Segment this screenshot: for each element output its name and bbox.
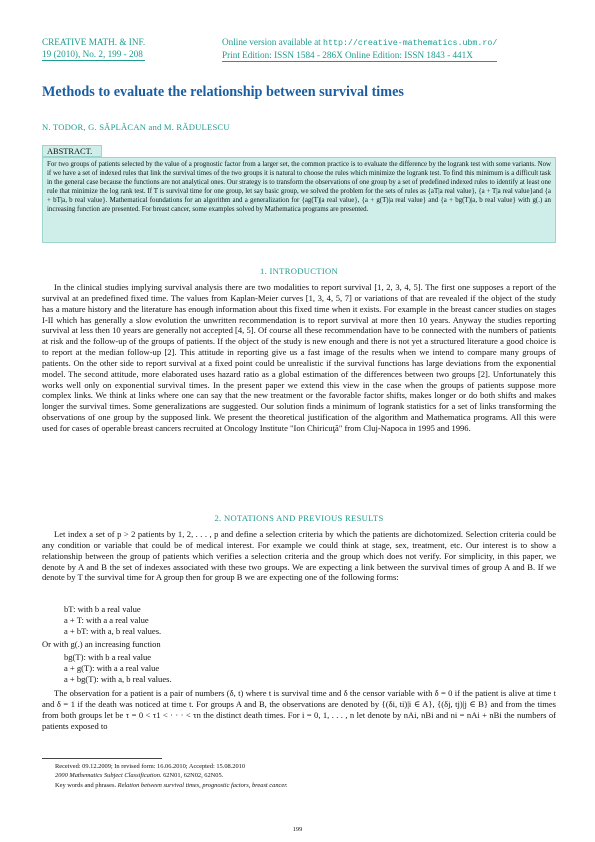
footnote <box>55 762 288 790</box>
msc-codes: 62N01, 62N02, 62N05. <box>161 772 224 780</box>
footnote-rule <box>42 758 162 759</box>
paper-title: Methods to evaluate the relationship between survival times <box>42 84 404 100</box>
section-2-paragraph-2: The observation for a patient is a pair of numbers (δ, t) where t is survival time and δ the censor variable with δ = 0 if the patient is alive at time t and δ = 1 if the death was noticed at time t. For groups A and B, the observations are denoted by {(δi, ti)|i ∈ A}, {(δj, tj)|j ∈ B} and from the times from both groups let be τ = 0 < τ1 < · · · < τn the distinct death times. For i = 0, 1, . . . , n let denote by nAi, nBi and ni = nAi + nBi the numbers of patients exposed to <box>42 688 556 731</box>
journal-name: CREATIVE MATH. & INF. <box>42 37 146 47</box>
link-form-item: a + bg(T): with a, b real values. <box>64 673 172 684</box>
link-form-list-1 <box>64 604 161 637</box>
authors: N. TODOR, G. SĂPLĂCAN and M. RĂDULESCU <box>42 122 230 132</box>
journal-volume: 19 (2010), No. 2, 199 - 208 <box>42 49 145 62</box>
msc-label: 2000 Mathematics Subject Classification. <box>55 772 162 780</box>
msc-line <box>55 771 288 780</box>
online-url-link[interactable]: http://creative-mathematics.ubm.ro/ <box>323 39 498 48</box>
journal-info <box>42 37 145 61</box>
section-1-heading: 1. INTRODUCTION <box>259 266 339 276</box>
print-edition: Print Edition: ISSN 1584 - 286X Online Edition: ISSN 1843 - 441X <box>222 50 497 63</box>
abstract-text: For two groups of patients selected by the value of a prognostic factor from a larger set, the common practice is to evaluate the difference by the logrank test with some variants. Now if we have a set of indexed rules that link the survival times of the two groups it is natural to choose the rules which minimize the logrank test. To find this minimum is a difficult task in the general case because the functions are not analytical ones. Our strategy is to transform the observations of one group by a set of predefined indexed rules to identify at least one rule that minimize the log rank test. If T is survival time for one group, let say basic group, we solved the problem for the sets of rules as {aT|a real value}, {a + T|a real value}and {a + bT|a, b real value}. Mathematical foundations for an algorithm and a generalization for {ag(T)|a real value}, {a + g(T)|a real value} and {a + bg(T)|a, b real value} with g(.) an increasing function are presented. For breast cancer, some examples solved by Mathematica programs are presented. <box>42 157 556 243</box>
edition-info <box>222 37 497 62</box>
link-form-item: a + g(T): with a a real value <box>64 662 160 673</box>
online-label: Online version available at <box>222 37 324 47</box>
link-form-item: a + bT: with a, b real values. <box>64 625 162 636</box>
section-1-body: In the clinical studies implying survival analysis there are two modalities to report survival [1, 2, 3, 4, 5]. The first one supposes a report of the survival at an predefined fixed time. The values from Kaplan-Meier curves [1, 3, 4, 5, 7] or variations of that are revealed if the object of the study has a mature history and the literature has enough information about this fixed time when it exists. For example in the breast cancer studies on stages I-II which has generally a slow evolution the unwritten recommendation is to report survival at more then 10 years. Anyway the studies reporting survival at less then 10 years are generally not accepted [4, 5]. Of course all these recommendation have to be connected with the numbers of patients at risk and the follow-up of the groups of patients. If the object of the study is new enough and there is not yet a structured literature a good choice is to report at the median follow-up [2]. This attitude in reporting give us a fast image of the results when we intend to compare many groups of patients. On the other side to report survival at a fixed point could be unrealistic if the survival functions has large deviations from the exponential model. The second attitude, more elaborated uses hazard ratio as a global estimation of the differences between two groups [2]. Unfortunately this works well only on exponential survival times. In the present paper we extend this view in the case when the groups of patients suppose more complex links. We think at links where one can say that the new treatment or the favorable factor shifts, makes longer or do both shifts and makes longer the survival times. Some generalizations are suggested. Our solution finds a minimum of logrank statistics for a set of links transforming the observations of one group by the supposed link. We present the theoretical justification of the algorithm and Mathematica programs. All this were used for cases of operable breast cancers recruited at Oncology Institute "Ion Chiricuţă" from Cluj-Napoca in 1995 and 1996. <box>42 282 556 433</box>
received-dates: Received: 09.12.2009; In revised form: 16.06.2010; Accepted: 15.08.2010 <box>55 763 246 770</box>
link-form-item: bg(T): with b a real value <box>64 652 152 662</box>
increasing-function-line: Or with g(.) an increasing function <box>42 639 161 649</box>
abstract-label: ABSTRACT. <box>42 145 102 157</box>
link-form-item: bT: with b a real value <box>64 604 141 614</box>
keywords-label: Key words and phrases. <box>55 781 117 789</box>
online-version-line <box>222 37 497 50</box>
keywords: Relation between survival times, prognostic factors, breast cancer. <box>116 781 288 789</box>
section-2-heading: 2. NOTATIONS AND PREVIOUS RESULTS <box>214 513 384 523</box>
page-number: 199 <box>292 826 303 833</box>
keywords-line <box>55 781 288 790</box>
section-2-paragraph-1: Let index a set of p > 2 patients by 1, 2, . . . , p and define a selection criteria by which the patients are dichotomized. Selection criteria could be any condition or variable that could be of medical interest. For example we could think at stage, sex, treatment, etc. Our interest is to show a relationship between the group of patients which verifies a selection criteria and the group which does not verify. For simplicity, in this paper, we denote by A and B the set of indexes associated with these two groups. We are expecting a link between the survival times of group A and B. If we denote by T the survival time for A group then for group B we are expecting one of the following forms: <box>42 529 556 583</box>
link-form-item: a + T: with a a real value <box>64 614 149 625</box>
link-form-list-2 <box>64 652 172 685</box>
